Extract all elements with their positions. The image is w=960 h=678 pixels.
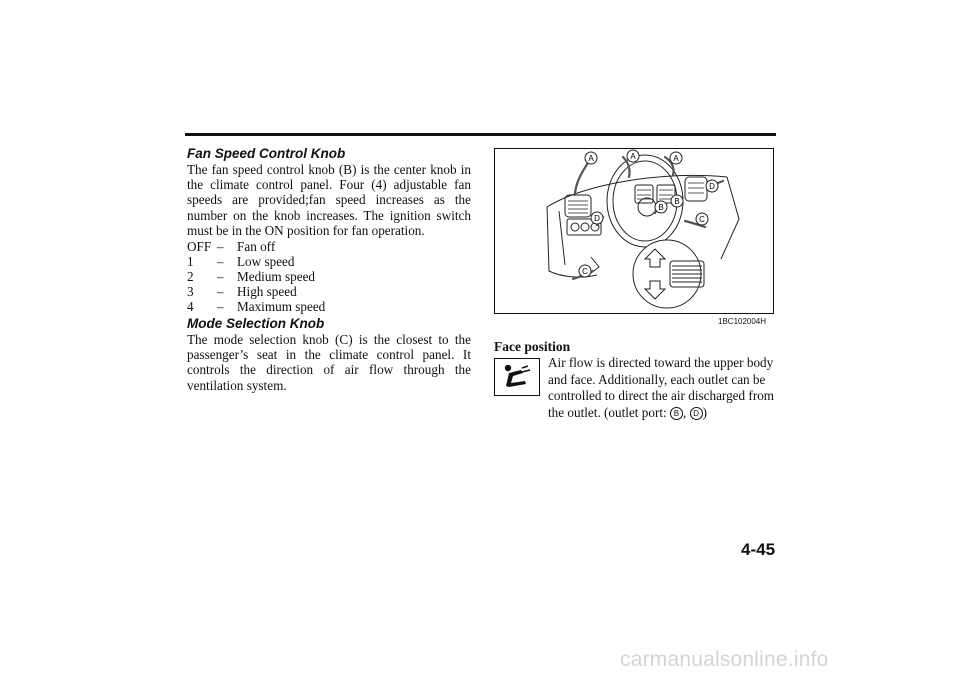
header-rule	[185, 133, 776, 136]
label-a-3: A	[673, 154, 679, 163]
label-c-2: C	[582, 267, 588, 276]
speed-desc: Low speed	[237, 254, 295, 270]
fan-speed-body: The fan speed control knob (B) is the center knob in the climate control panel. Four (4) adjustable fan speeds are provided;fan speed increases as the number on the knob increases. The ignition switch must be in the ON position for fan operation.	[187, 162, 471, 238]
watermark: carmanualsonline.info	[620, 648, 829, 671]
fan-speed-list	[187, 239, 471, 314]
left-column	[187, 146, 471, 393]
speed-dash: –	[217, 269, 224, 285]
label-a-1: A	[588, 154, 594, 163]
face-vent-icon-box	[494, 358, 540, 396]
label-d-2: D	[594, 214, 600, 223]
dashboard-illustration	[495, 149, 772, 312]
list-item	[187, 254, 471, 269]
outlet-b-badge: B	[670, 407, 683, 420]
speed-dash: –	[217, 284, 224, 300]
figure-caption: 1BC102004H	[718, 317, 767, 326]
speed-desc: Maximum speed	[237, 299, 326, 315]
face-vent-icon	[495, 359, 539, 395]
face-position-description	[548, 355, 778, 421]
port-separator: ,	[682, 404, 690, 420]
list-item	[187, 269, 471, 284]
page-number: 4-45	[741, 540, 776, 559]
speed-dash: –	[217, 254, 224, 270]
speed-dash: –	[217, 299, 224, 315]
speed-key: 1	[187, 254, 194, 270]
label-a-2: A	[630, 152, 636, 161]
speed-key: 4	[187, 299, 194, 315]
label-d-1: D	[709, 182, 715, 191]
outlet-d-badge: D	[690, 407, 703, 420]
face-position-title: Face position	[494, 339, 571, 354]
mode-selection-heading: Mode Selection Knob	[187, 316, 325, 332]
label-b-1: B	[674, 197, 680, 206]
fan-speed-heading: Fan Speed Control Knob	[187, 146, 346, 161]
speed-desc: Medium speed	[237, 269, 316, 285]
label-b-2: B	[658, 203, 664, 212]
speed-key: OFF	[187, 239, 212, 255]
list-item	[187, 284, 471, 299]
face-text: Air flow is directed toward the upper body and face. Additionally, each outlet can be controlled to direct the air discharged from the outlet. (outlet port:	[548, 355, 775, 420]
speed-key: 2	[187, 269, 194, 285]
speed-dash: –	[217, 239, 224, 255]
label-c-1: C	[699, 215, 705, 224]
face-text-end: )	[702, 404, 707, 420]
mode-selection-body: The mode selection knob (C) is the closest to the passenger’s seat in the climate control panel. It controls the direction of air flow through the ventilation system.	[187, 332, 471, 393]
speed-key: 3	[187, 284, 194, 300]
speed-desc: High speed	[237, 284, 297, 300]
list-item	[187, 299, 471, 314]
speed-desc: Fan off	[237, 239, 276, 255]
list-item	[187, 239, 471, 254]
dashboard-vent-figure	[494, 148, 774, 314]
